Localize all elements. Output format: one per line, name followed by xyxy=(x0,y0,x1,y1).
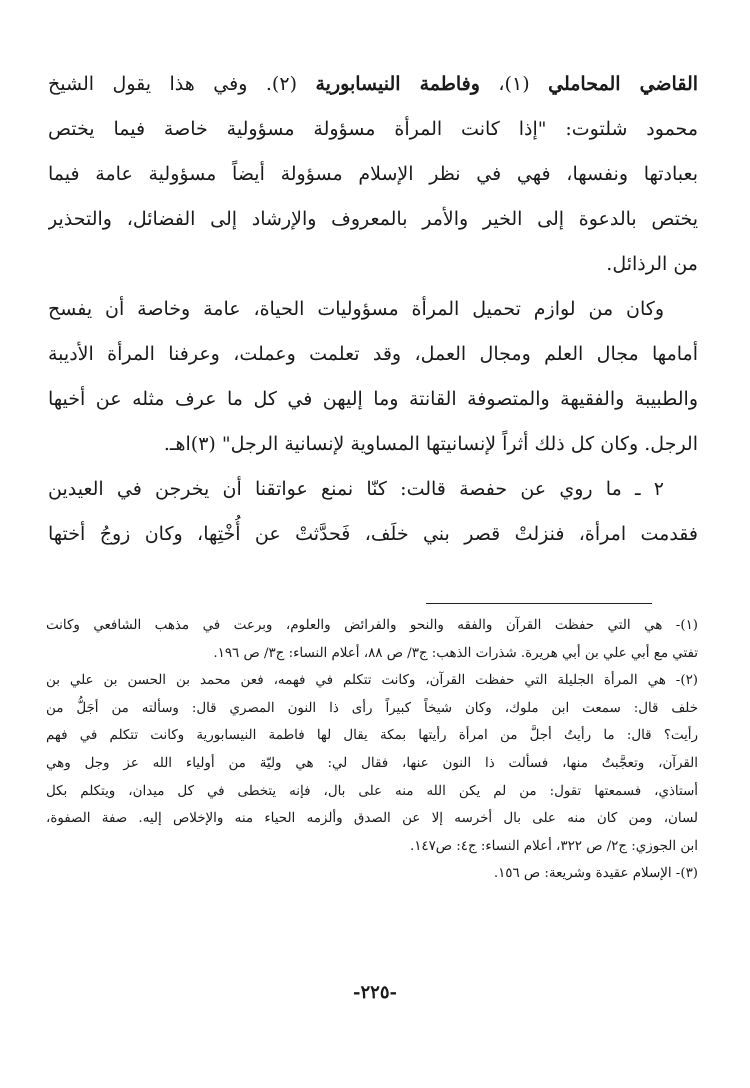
footnote-line-5: رأيت؟ قال: ما رأيتُ أجلَّ من امرأة رأيتها بمكة يقال لها فاطمة النيسابورية وكانت تتكلم في فهم xyxy=(46,728,698,744)
page-number: -٢٢٥- xyxy=(353,982,397,1003)
footnote-line-4: خلف قال: سمعت ابن ملوك، وكان شيخاً كبيراً رأى ذا النون المصري قال: وسألته من أجَلُّ من xyxy=(46,700,698,716)
footnote-line-3: (٢)- هي المرأة الجليلة التي حفظت القرآن، وكانت تتكلم في فهمه، فعن محمد بن الحسن بن علي بن xyxy=(46,673,698,689)
bold-name-fatima: وفاطمة النيسابورية xyxy=(315,73,480,95)
footnote-separator xyxy=(426,603,652,604)
footnotes xyxy=(46,612,698,888)
main-line-10: ٢ ـ ما روي عن حفصة قالت: كنّا نمنع عواتقنا أن يخرجن في العيدين xyxy=(48,478,664,500)
main-line-5: من الرذائل. xyxy=(606,253,698,275)
footnote-line-1: (١)- هي التي حفظت القرآن والفقه والنحو والفرائض والعلوم، وبرعت في مذهب الشافعي وكانت xyxy=(46,618,698,633)
footnote-line-6: القرآن، وتعجَّبتُ منها، فسألت ذا النون عنها، فقال لي: هي وليّة من أولياء الله عز وجل وهي xyxy=(46,755,698,771)
main-line-3: بعبادتها ونفسها، فهي في نظر الإسلام مسؤولة أيضاً مسؤولية عامة فيما xyxy=(48,163,698,185)
main-line-7: أمامها مجال العلم ومجال العمل، وقد تعلمت وعملت، وعرفنا المرأة الأديبة xyxy=(48,343,698,365)
main-line-1: القاضي المحاملي (١)، وفاطمة النيسابورية (٢). وفي هذا يقول الشيخ xyxy=(48,73,698,95)
main-line-6: وكان من لوازم تحميل المرأة مسؤوليات الحياة، عامة وخاصة أن يفسح xyxy=(48,298,664,320)
main-text xyxy=(48,62,698,557)
bold-name-almahamili: القاضي المحاملي xyxy=(548,73,698,95)
footnote-line-2: تفتي مع أبي علي بن أبي هريرة. شذرات الذهب: ج٣/ ص ٨٨، أعلام النساء: ج٣/ ص ١٩٦. xyxy=(213,645,698,661)
main-line-9: الرجل. وكان كل ذلك أثراً لإنسانيتها المساوية لإنسانية الرجل" (٣)اهـ. xyxy=(163,433,698,455)
footnote-line-7: أستاذي، فسمعتها تقول: من لم يكن الله منه على بال، فإنه يتخطى في كل ميدان، ويتكلم بكل xyxy=(46,783,698,799)
footnote-line-10: (٣)- الإسلام عقيدة وشريعة: ص ١٥٦. xyxy=(493,866,698,882)
main-line-2: محمود شلتوت: "إذا كانت المرأة مسؤولة مسؤولية خاصة فيما يختص xyxy=(48,118,698,140)
main-line-11: فقدمت امرأة، فنزلتْ قصر بني خلَف، فَحدَّثتْ عن أُخْتِها، وكان زوجُ أختها xyxy=(48,523,698,545)
main-line-4: يختص بالدعوة إلى الخير والأمر بالمعروف والإرشاد إلى الفضائل، والتحذير xyxy=(48,208,698,230)
footnote-line-8: لسان، ومن كان منه على بال أخرسه إلا عن الصدق وألزمه الحياء منه والإخلاص إليه. صفة الصفوة، xyxy=(46,811,698,827)
footnote-line-9: ابن الجوزي: ج٢/ ص ٣٢٢، أعلام النساء: ج٤: ص١٤٧. xyxy=(409,838,698,854)
main-line-8: والطبيبة والفقيهة والمتصوفة القانتة وما إليهن في كل ما عرف مثله عن أخيها xyxy=(48,388,698,410)
